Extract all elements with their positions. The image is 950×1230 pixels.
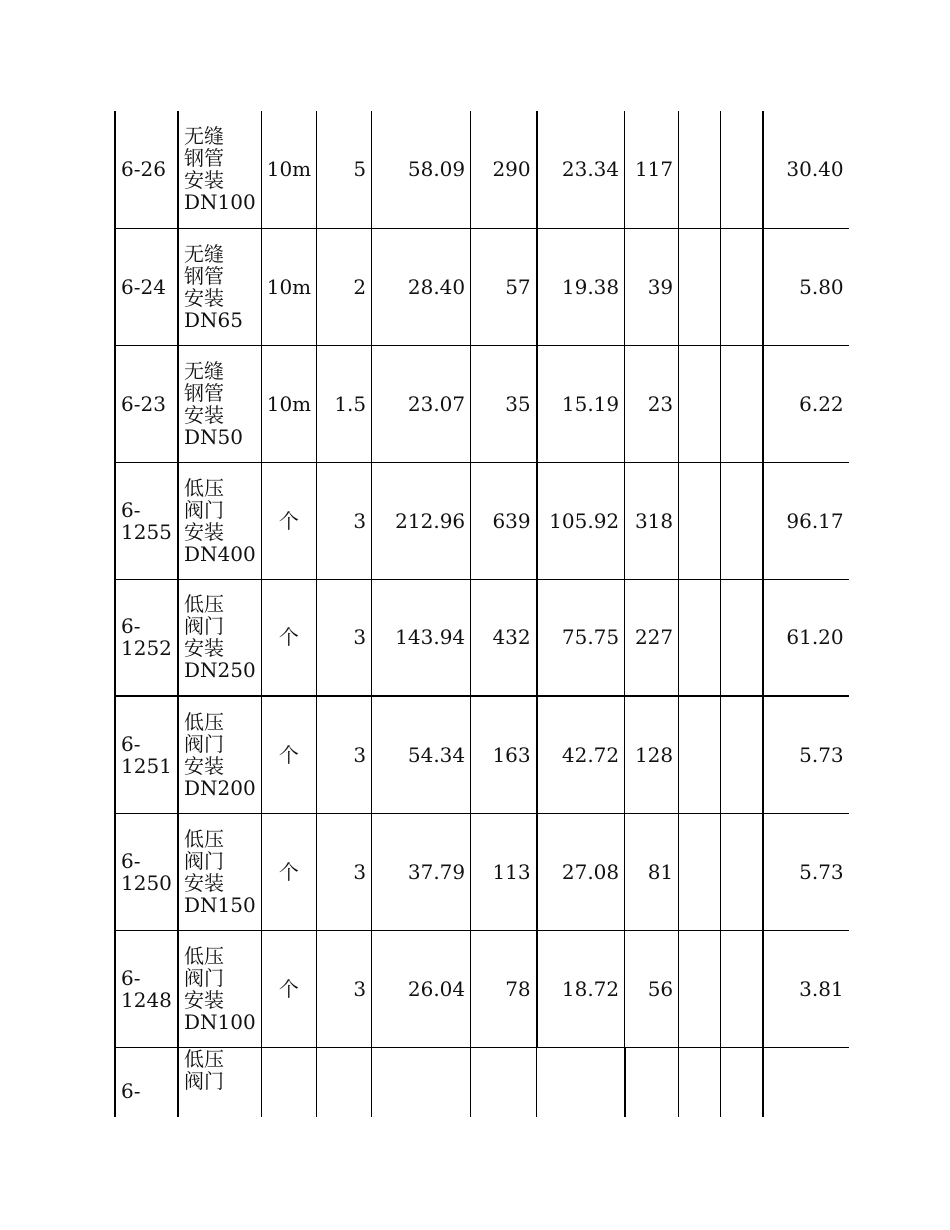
quantity-cell: 3 — [317, 930, 372, 1047]
item-name-line: 钢管 — [184, 146, 224, 171]
blank-cell — [625, 1047, 679, 1117]
table-row — [115, 813, 849, 930]
item-code-cell: 6- 1248 — [115, 930, 178, 1047]
item-name-line: 安装 — [184, 870, 224, 895]
amount-cell: 163 — [471, 696, 537, 813]
labor-unit-cell: 105.92 — [537, 462, 625, 579]
item-name-line: 安装 — [184, 987, 224, 1012]
blank-cell — [763, 1047, 849, 1117]
item-name-line: DN65 — [184, 307, 243, 332]
unit-cell: 个 — [261, 579, 316, 696]
item-name-line: 安装 — [184, 636, 224, 661]
unit-cell: 个 — [261, 930, 316, 1047]
unit-cell: 个 — [261, 813, 316, 930]
amount-cell: 57 — [471, 228, 537, 345]
extra-cell: 6.22 — [763, 345, 849, 462]
item-name-line: DN50 — [184, 424, 243, 449]
item-name-cell — [178, 228, 261, 345]
quantity-cell: 3 — [317, 462, 372, 579]
unit-price-cell: 58.09 — [372, 111, 471, 228]
extra-cell: 5.73 — [763, 696, 849, 813]
quantity-cell: 3 — [317, 696, 372, 813]
labor-amount-cell: 56 — [625, 930, 679, 1047]
labor-amount-cell: 39 — [625, 228, 679, 345]
item-name-line: 安装 — [184, 402, 224, 427]
table-row — [115, 579, 849, 696]
blank-cell — [537, 1047, 625, 1117]
blank-cell — [721, 930, 763, 1047]
table-row-partial — [115, 1047, 849, 1117]
item-code-cell: 6- 1255 — [115, 462, 178, 579]
blank-cell — [372, 1047, 471, 1117]
item-name-line: 安装 — [184, 519, 224, 544]
blank-cell — [721, 228, 763, 345]
table-row — [115, 462, 849, 579]
blank-cell — [721, 696, 763, 813]
item-name-line: DN100 — [184, 1009, 256, 1034]
item-code-cell: 6- 1251 — [115, 696, 178, 813]
item-code-cell: 6- — [115, 1047, 178, 1117]
unit-price-cell: 23.07 — [372, 345, 471, 462]
blank-cell — [721, 345, 763, 462]
table-row — [115, 696, 849, 813]
unit-cell: 10m — [261, 111, 316, 228]
labor-unit-cell: 18.72 — [537, 930, 625, 1047]
item-name-line: 钢管 — [184, 380, 224, 405]
blank-cell — [471, 1047, 537, 1117]
item-name-cell — [178, 345, 261, 462]
item-name-cell — [178, 696, 261, 813]
blank-cell — [317, 1047, 372, 1117]
item-name-line: 阀门 — [184, 731, 224, 756]
budget-table — [114, 111, 849, 1117]
blank-cell — [679, 111, 721, 228]
item-name-line: 低压 — [184, 1047, 224, 1071]
item-name-line: 安装 — [184, 285, 224, 310]
labor-amount-cell: 117 — [625, 111, 679, 228]
table-row — [115, 930, 849, 1047]
item-name-line: 低压 — [184, 592, 224, 617]
item-name-line: 无缝 — [184, 124, 224, 149]
item-name-line: 安装 — [184, 168, 224, 193]
item-code-cell: 6- 1250 — [115, 813, 178, 930]
item-name-cell — [178, 930, 261, 1047]
item-name-cell — [178, 813, 261, 930]
labor-amount-cell: 128 — [625, 696, 679, 813]
unit-price-cell: 37.79 — [372, 813, 471, 930]
item-name-line: 低压 — [184, 709, 224, 734]
amount-cell: 35 — [471, 345, 537, 462]
extra-cell: 5.73 — [763, 813, 849, 930]
item-name-cell — [178, 111, 261, 228]
blank-cell — [721, 579, 763, 696]
labor-amount-cell: 318 — [625, 462, 679, 579]
item-name-line: DN200 — [184, 775, 256, 800]
blank-cell — [721, 111, 763, 228]
item-name-line: 无缝 — [184, 358, 224, 383]
item-name-cell — [178, 462, 261, 579]
item-name-line: DN250 — [184, 658, 256, 683]
amount-cell: 290 — [471, 111, 537, 228]
unit-cell: 10m — [261, 345, 316, 462]
item-name-line: DN100 — [184, 190, 256, 215]
item-code-cell: 6- 1252 — [115, 579, 178, 696]
item-name-line: DN400 — [184, 541, 256, 566]
unit-price-cell: 26.04 — [372, 930, 471, 1047]
extra-cell: 30.40 — [763, 111, 849, 228]
item-name-line: 阀门 — [184, 614, 224, 639]
labor-unit-cell: 42.72 — [537, 696, 625, 813]
blank-cell — [679, 228, 721, 345]
unit-price-cell: 54.34 — [372, 696, 471, 813]
item-name-cell — [178, 1047, 261, 1117]
blank-cell — [721, 813, 763, 930]
unit-cell: 个 — [261, 462, 316, 579]
labor-unit-cell: 75.75 — [537, 579, 625, 696]
extra-cell: 96.17 — [763, 462, 849, 579]
blank-cell — [261, 1047, 316, 1117]
quantity-cell: 1.5 — [317, 345, 372, 462]
item-code-cell: 6-24 — [115, 228, 178, 345]
item-code-cell: 6-26 — [115, 111, 178, 228]
extra-cell: 3.81 — [763, 930, 849, 1047]
extra-cell: 5.80 — [763, 228, 849, 345]
item-name-line: 低压 — [184, 826, 224, 851]
table-row — [115, 228, 849, 345]
item-name-line: 钢管 — [184, 263, 224, 288]
blank-cell — [679, 345, 721, 462]
table-row — [115, 111, 849, 228]
item-name-line: DN150 — [184, 892, 256, 917]
quantity-cell: 2 — [317, 228, 372, 345]
item-name-line: 安装 — [184, 753, 224, 778]
labor-unit-cell: 15.19 — [537, 345, 625, 462]
blank-cell — [679, 813, 721, 930]
amount-cell: 78 — [471, 930, 537, 1047]
amount-cell: 639 — [471, 462, 537, 579]
item-name-line: 阀门 — [184, 848, 224, 873]
table-row — [115, 345, 849, 462]
blank-cell — [679, 462, 721, 579]
blank-cell — [679, 579, 721, 696]
item-name-line: 阀门 — [184, 497, 224, 522]
labor-unit-cell: 19.38 — [537, 228, 625, 345]
amount-cell: 432 — [471, 579, 537, 696]
unit-cell: 个 — [261, 696, 316, 813]
blank-cell — [721, 462, 763, 579]
item-name-line: 阀门 — [184, 1068, 224, 1093]
blank-cell — [721, 1047, 763, 1117]
quantity-cell: 5 — [317, 111, 372, 228]
labor-amount-cell: 23 — [625, 345, 679, 462]
table-body — [115, 111, 849, 1117]
unit-price-cell: 143.94 — [372, 579, 471, 696]
blank-cell — [679, 930, 721, 1047]
quantity-cell: 3 — [317, 579, 372, 696]
item-name-cell — [178, 579, 261, 696]
unit-cell: 10m — [261, 228, 316, 345]
amount-cell: 113 — [471, 813, 537, 930]
extra-cell: 61.20 — [763, 579, 849, 696]
item-name-line: 无缝 — [184, 241, 224, 266]
labor-amount-cell: 81 — [625, 813, 679, 930]
labor-unit-cell: 27.08 — [537, 813, 625, 930]
blank-cell — [679, 696, 721, 813]
item-name-line: 低压 — [184, 943, 224, 968]
item-name-line: 阀门 — [184, 965, 224, 990]
labor-amount-cell: 227 — [625, 579, 679, 696]
quantity-cell: 3 — [317, 813, 372, 930]
unit-price-cell: 212.96 — [372, 462, 471, 579]
blank-cell — [679, 1047, 721, 1117]
item-code-cell: 6-23 — [115, 345, 178, 462]
item-name-line: 低压 — [184, 475, 224, 500]
unit-price-cell: 28.40 — [372, 228, 471, 345]
labor-unit-cell: 23.34 — [537, 111, 625, 228]
